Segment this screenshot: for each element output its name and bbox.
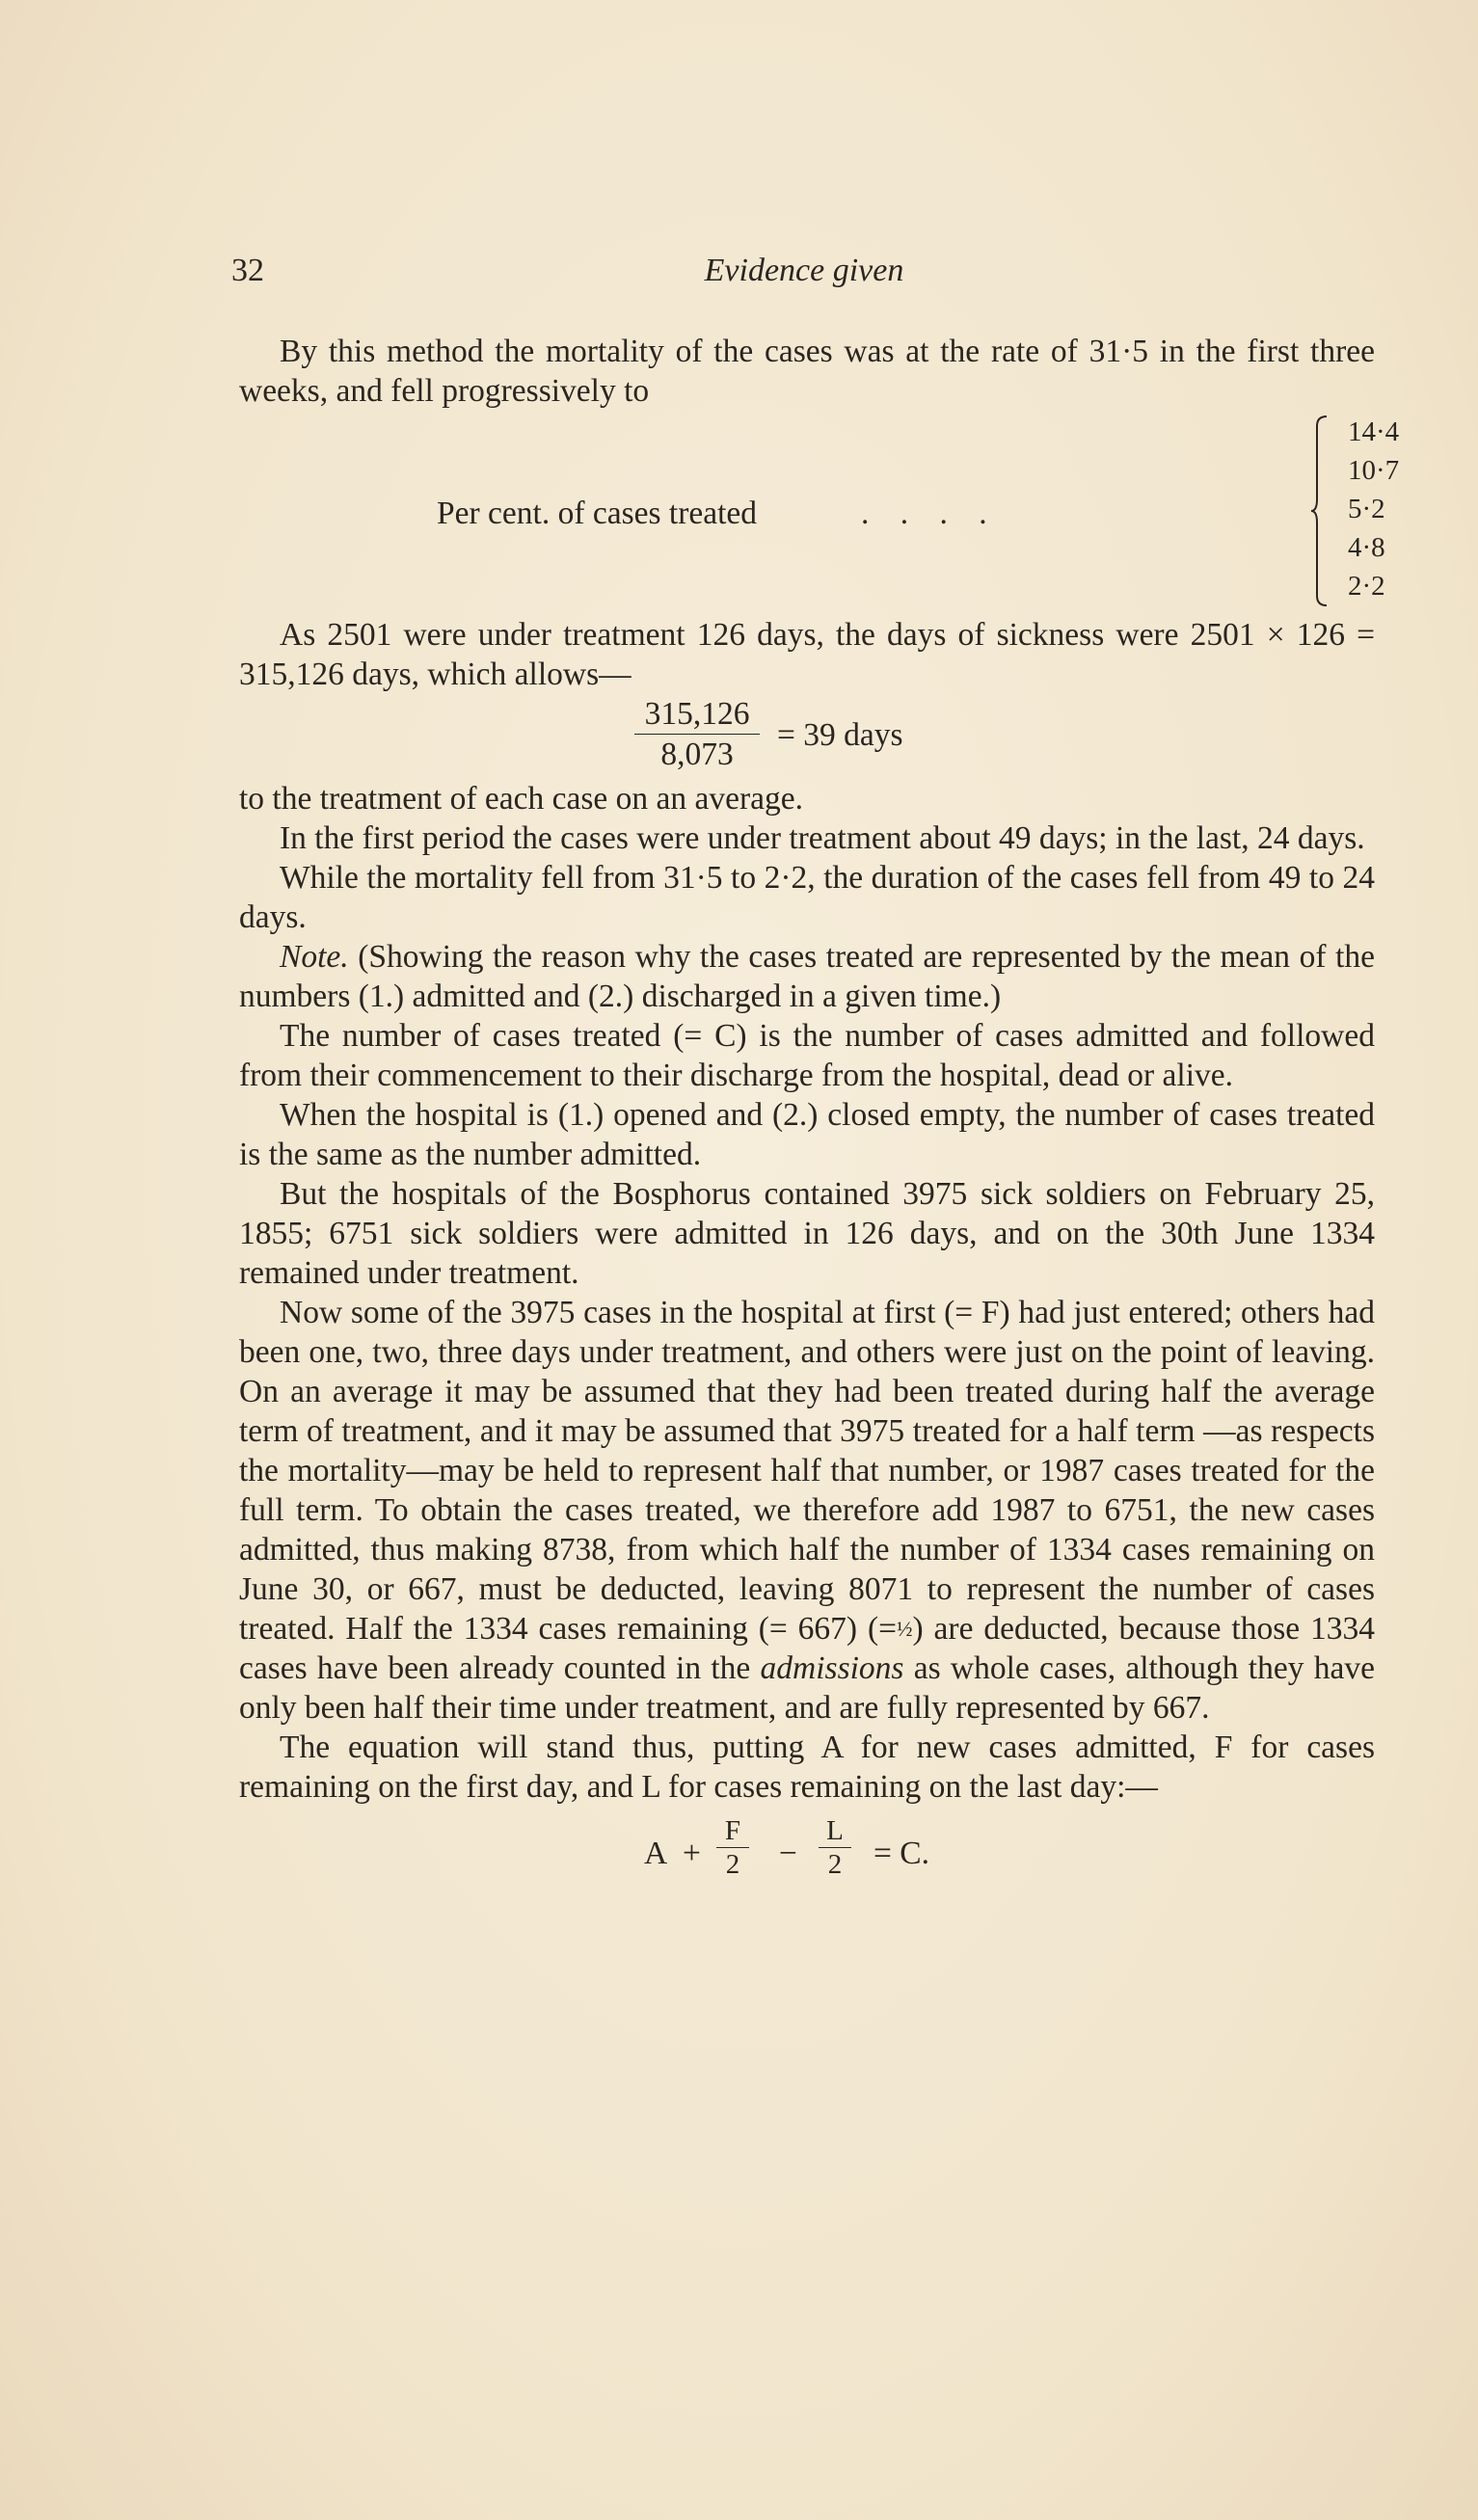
note-label: Note.	[280, 939, 349, 975]
paragraph-bosphorus: But the hospitals of the Bosphorus contained 3975 sick soldiers on February 25, 1855; 6751 sick soldiers were admitted in 126 days, and on the 30th June 1334 remained under treatment.	[239, 1176, 1375, 1291]
fraction-result: = 39 days	[777, 717, 903, 753]
paragraph-hospital-empty: When the hospital is (1.) opened and (2.) closed empty, the number of cases treated is the same as the number admitted.	[239, 1097, 1375, 1172]
equation-minus: −	[779, 1836, 797, 1871]
equation-result: = C.	[873, 1836, 929, 1871]
fraction-denominator: 8,073	[660, 737, 734, 772]
equation-plus: +	[683, 1836, 701, 1871]
equation-l-den: 2	[827, 1849, 843, 1880]
table-value: 5·2	[1348, 494, 1385, 524]
page-header	[231, 253, 1377, 301]
paragraph-treatment-days: As 2501 were under treatment 126 days, the days of sickness were 2501 × 126 = 315,126 days, which allows—	[239, 617, 1375, 692]
table-value: 14·4	[1348, 416, 1400, 447]
paragraph-calculation	[239, 1293, 1375, 1728]
equation	[239, 1814, 1375, 1901]
curly-brace	[1311, 415, 1329, 607]
running-title: Evidence given	[704, 253, 904, 288]
fraction-formula	[239, 694, 1375, 779]
equation-f-den: 2	[725, 1849, 740, 1880]
note-text: (Showing the reason why the cases treated are represented by the mean of the numbers (1.) admitted and (2.) discharged in a given time.)	[239, 939, 1375, 1014]
page-body	[239, 332, 1400, 1901]
table-value: 10·7	[1348, 455, 1400, 486]
equation-a: A	[644, 1836, 668, 1871]
equation-l-fraction	[816, 1814, 854, 1881]
admissions-emphasis: admissions	[760, 1650, 904, 1686]
calc-text-b: ) are deducted, because those 1334 cases have been already counted in the	[239, 1611, 1375, 1686]
percent-table	[239, 413, 1400, 611]
fraction	[634, 694, 760, 774]
one-half: ½	[897, 1617, 913, 1641]
paragraph-cases-treated: The number of cases treated (= C) is the number of cases admitted and followed from their commencement to their discharge from the hospital, dead or alive.	[239, 1018, 1375, 1093]
paragraph-equation-intro: The equation will stand thus, putting A for new cases admitted, F for cases remaining on the first day, and L for cases remaining on the last day:—	[239, 1729, 1375, 1805]
equation-f-fraction	[713, 1814, 752, 1881]
table-value: 4·8	[1348, 532, 1385, 563]
equation-f-num: F	[724, 1815, 741, 1846]
paragraph-first-period: In the first period the cases were under treatment about 49 days; in the last, 24 days.	[280, 820, 1365, 856]
paragraph-average: to the treatment of each case on an average.	[239, 781, 804, 817]
leader-dots: . . . .	[861, 496, 999, 531]
paragraph-method: By this method the mortality of the cases was at the rate of 31·5 in the first three weeks, and fell progressively to	[239, 334, 1375, 409]
table-label: Per cent. of cases treated	[437, 496, 758, 531]
calc-text-c: as whole cases, although they have only been half their time under treatment, and are fully represented by 667.	[239, 1650, 1375, 1726]
fraction-numerator: 315,126	[644, 696, 750, 732]
table-value: 2·2	[1348, 571, 1385, 602]
page-number: 32	[231, 253, 264, 288]
equation-l-num: L	[826, 1815, 844, 1846]
paragraph-mortality-fell: While the mortality fell from 31·5 to 2·2, the duration of the cases fell from 49 to 24 days.	[239, 860, 1375, 935]
table-values	[1348, 413, 1399, 605]
paragraph-note	[239, 937, 1375, 1016]
calc-text-a: Now some of the 3975 cases in the hospital at first (= F) had just entered; others had been one, two, three days under treatment, and others were just on the point of leaving. On an average it may be assumed that they had been treated during half the average term of treatment, and it may be assumed that 3975 treated for a half term —as respects the mortality—may be held to represent half that number, or 1987 cases treated for the full term. To obtain the cases treated, we therefore add 1987 to 6751, the new cases admitted, thus making 8738, from which half the number of 1334 cases remaining on June 30, or 667, must be deducted, leaving 8071 to represent the number of cases treated. Half the 1334 cases remaining (= 667) (=	[239, 1295, 1375, 1647]
